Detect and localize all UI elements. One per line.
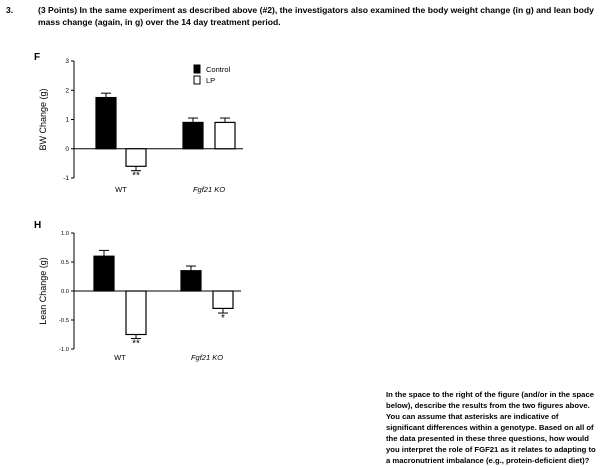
y-tick-label: 1 [65, 116, 69, 124]
y-tick-label: -1 [63, 175, 69, 183]
bar-control-wt [94, 256, 114, 291]
y-tick-label: 1.0 [60, 231, 69, 238]
y-axis-label: BW Change (g) [38, 88, 48, 151]
category-label: WT [114, 353, 126, 362]
legend-swatch [194, 65, 200, 73]
legend-label: LP [206, 76, 216, 85]
bar-control-fgf21-ko [183, 122, 203, 148]
question-number: 3. [6, 5, 14, 15]
instructions-text: In the space to the right of the figure (and/or in the space below), describe the results from the two figures above. You can assume that asterisks are indicative of significant differences within a genotype. Based on all of the data presented in these three questions, how would you interpret the role of FGF21 as it relates to adapting to a macronutrient imbalance (e.g., protein-deficient diet)? [386, 390, 596, 465]
y-tick-label: -1.0 [59, 347, 69, 354]
panel-label: F [34, 52, 41, 63]
legend-label: Control [206, 65, 231, 74]
y-tick-label: 0.5 [60, 260, 69, 267]
bar-lp-fgf21-ko [215, 122, 235, 148]
category-label: WT [115, 185, 127, 194]
significance-marker: ** [132, 338, 140, 350]
category-label: Fgf21 KO [190, 353, 224, 362]
bar-lp-wt [126, 149, 146, 167]
y-tick-label: 0.0 [60, 289, 69, 296]
bar-lp-wt [126, 291, 146, 335]
significance-marker: ** [132, 170, 140, 182]
question-text: (3 Points) In the same experiment as described above (#2), the investigators also examined the body weight change (in g) and lean body mass change (again, in g) over the 14 day treatment period. [38, 5, 594, 27]
y-tick-label: 3 [65, 58, 69, 66]
bar-lp-fgf21-ko [213, 291, 233, 308]
y-axis-label: Lean Change (g) [38, 257, 48, 325]
bar-control-wt [96, 98, 116, 149]
bar-control-fgf21-ko [181, 271, 201, 291]
y-tick-label: 0 [65, 145, 69, 153]
y-tick-label: 2 [65, 87, 69, 95]
y-tick-label: -0.5 [59, 318, 69, 325]
significance-marker: * [221, 313, 225, 325]
legend-swatch [194, 76, 200, 84]
panel-label: H [34, 220, 42, 231]
category-label: Fgf21 KO [192, 185, 226, 194]
